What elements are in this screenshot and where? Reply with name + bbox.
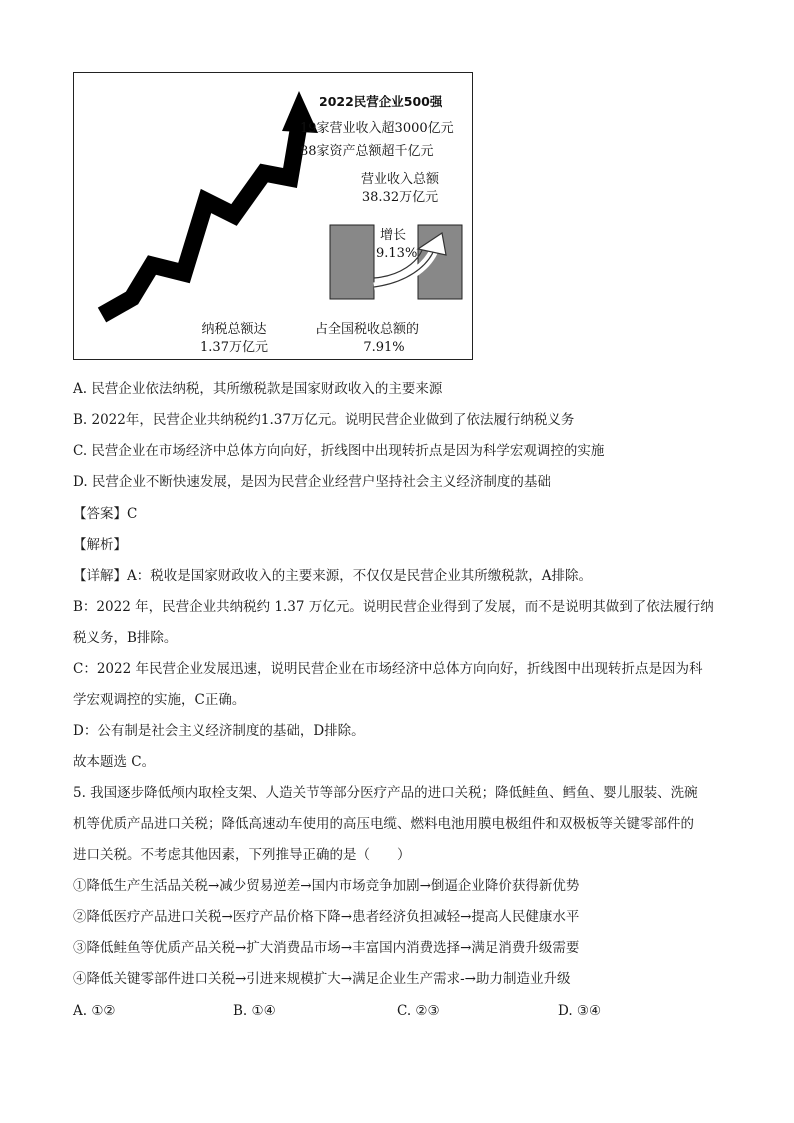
figure-title: 2022民营企业500强: [319, 94, 443, 109]
infographic-figure: [73, 72, 473, 360]
detail-line: 故本题选 C。: [73, 754, 156, 770]
share-value: 7.91%: [363, 340, 405, 355]
q5-option-d: D. ③④: [558, 1003, 602, 1019]
share-label: 占全国税收总额的: [314, 322, 419, 337]
q5-option-b: B. ①④: [233, 1003, 276, 1019]
option-d: D. 民营企业不断快速发展，是因为民营企业经营户坚持社会主义经济制度的基础: [73, 474, 551, 490]
q5-statement-4: ④降低关键零部件进口关税→引进来规模扩大→满足企业生产需求-→助力制造业升级: [73, 971, 571, 987]
q5-stem-line: 机等优质产品进口关税；降低高速动车使用的高压电缆、燃料电池用膜电极组件和双极板等关键零部件的: [73, 816, 694, 832]
rising-zigzag-line: [102, 125, 299, 315]
figure-line-assets: 88家资产总额超千亿元: [300, 144, 434, 159]
detail-line: C：2022 年民营企业发展迅速，说明民营企业在市场经济中总体方向向好，折线图中出现转折点是因为科: [73, 661, 703, 677]
answer-line: 【答案】C: [73, 506, 138, 522]
option-b: B. 2022年，民营企业共纳税约1.37万亿元。说明民营企业做到了依法履行纳税义务: [73, 412, 575, 428]
detail-line: 【详解】A：税收是国家财政收入的主要来源，不仅仅是民营企业其所缴税款，A排除。: [73, 568, 592, 584]
q5-statement-2: ②降低医疗产品进口关税→医疗产品价格下降→患者经济负担减轻→提高人民健康水平: [73, 909, 580, 925]
growth-arrow-graphic: [74, 73, 474, 361]
revenue-label: 营业收入总额: [360, 172, 439, 187]
option-a: A. 民营企业依法纳税，其所缴税款是国家财政收入的主要来源: [73, 381, 443, 397]
q5-statement-1: ①降低生产生活品关税→减少贸易逆差→国内市场竞争加剧→倒逼企业降价获得新优势: [73, 878, 580, 894]
detail-line: 学宏观调控的实施，C正确。: [73, 692, 246, 708]
detail-line: D：公有制是社会主义经济制度的基础，D排除。: [73, 723, 365, 739]
q5-option-c: C. ②③: [397, 1003, 440, 1019]
growth-label: 增长: [380, 228, 407, 243]
detail-line: 税义务，B排除。: [73, 630, 178, 646]
q5-stem-line: 5. 我国逐步降低颅内取栓支架、人造关节等部分医疗产品的进口关税；降低鲑鱼、鳕鱼、婴儿服装、洗碗: [73, 785, 698, 801]
figure-line-revenue: 19家营业收入超3000亿元: [300, 121, 454, 136]
growth-value: 9.13%: [376, 246, 418, 261]
revenue-value: 38.32万亿元: [361, 190, 439, 205]
q5-stem-line: 进口关税。不考虑其他因素，下列推导正确的是（ ）: [73, 847, 411, 863]
option-c: C. 民营企业在市场经济中总体方向向好，折线图中出现转折点是因为科学宏观调控的实施: [73, 443, 605, 459]
tax-value: 1.37万亿元: [200, 340, 268, 355]
q5-option-a: A. ①②: [73, 1003, 116, 1019]
tax-label: 纳税总额达: [201, 322, 267, 337]
analysis-heading: 【解析】: [73, 537, 127, 553]
q5-statement-3: ③降低鲑鱼等优质产品关税→扩大消费品市场→丰富国内消费选择→满足消费升级需要: [73, 940, 580, 956]
detail-line: B：2022 年，民营企业共纳税约 1.37 万亿元。说明民营企业得到了发展，而不是说明其做到了依法履行纳: [73, 599, 714, 615]
revenue-bar-before: [330, 225, 374, 299]
